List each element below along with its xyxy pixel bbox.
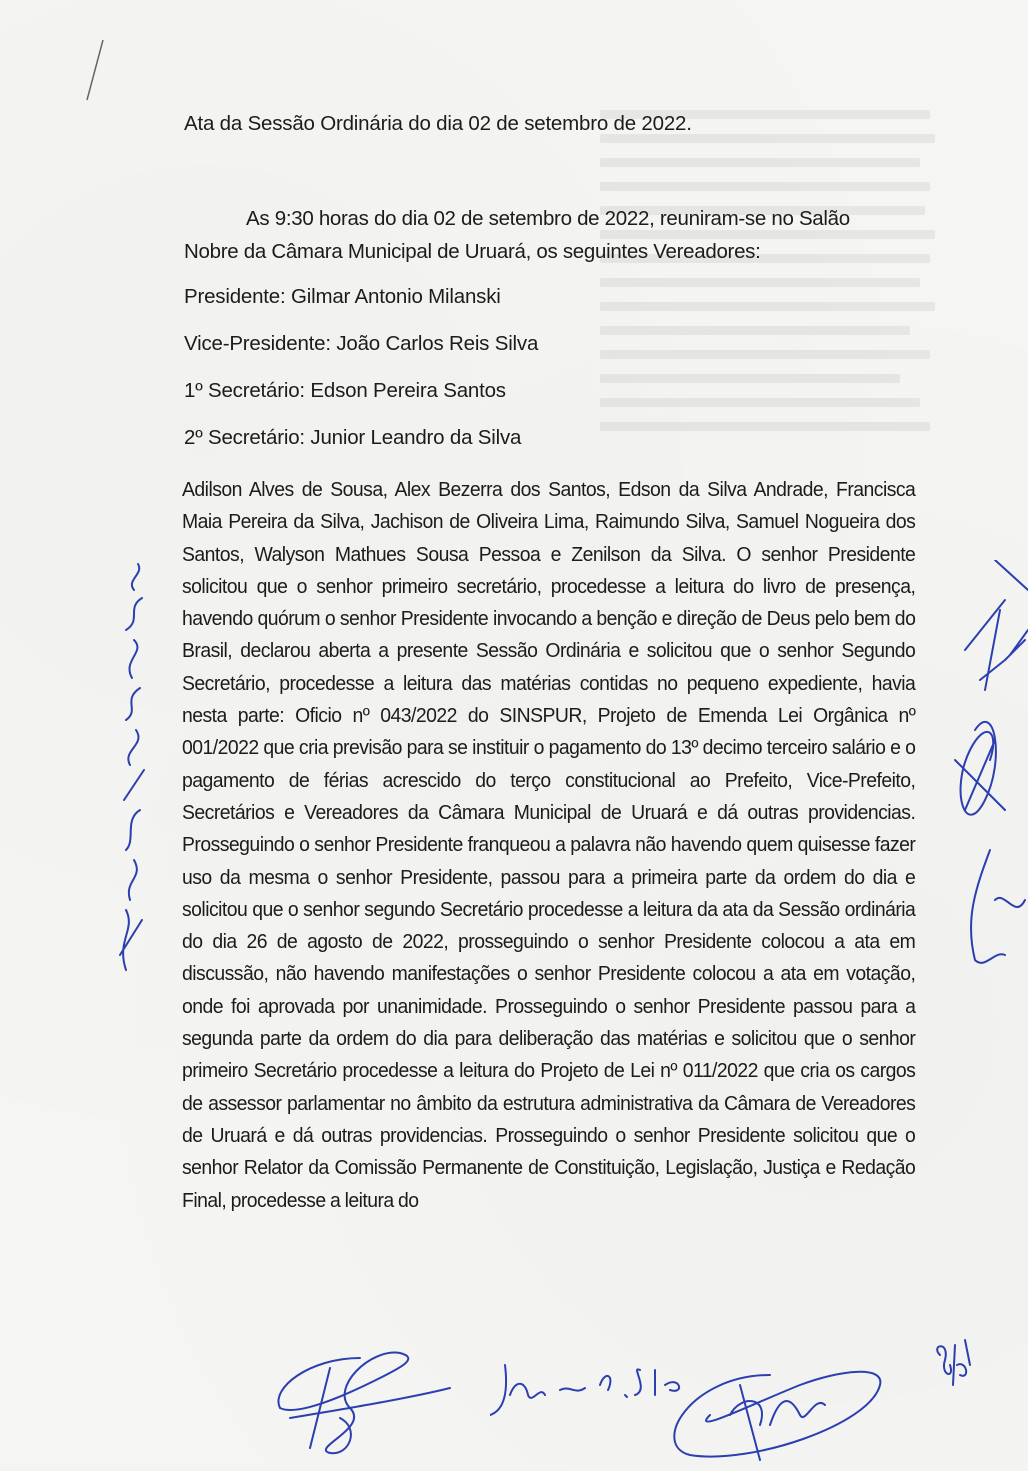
bottom-signature-1: [270, 1348, 470, 1458]
council-roster: [184, 282, 538, 470]
roster-first-secretary: [184, 376, 538, 423]
bleed-through-text: [600, 110, 940, 470]
roster-second-secretary: [184, 423, 538, 470]
roster-vice-president: [184, 329, 538, 376]
bottom-signature-4: [925, 1335, 975, 1395]
intro-paragraph: [184, 202, 944, 268]
left-margin-signature: [96, 560, 166, 980]
role-label: 1º Secretário:: [184, 379, 305, 402]
intro-line-2: Nobre da Câmara Municipal de Uruará, os seguintes Vereadores:: [184, 240, 761, 263]
role-label: 2º Secretário:: [184, 426, 305, 449]
roster-president: [184, 282, 538, 329]
right-margin-signature: [945, 560, 1028, 980]
pen-stroke-mark: [84, 38, 106, 102]
bottom-signature-3: [650, 1355, 890, 1466]
member-name: Gilmar Antonio Milanski: [291, 285, 501, 308]
member-name: Junior Leandro da Silva: [310, 426, 522, 449]
intro-line-1: As 9:30 horas do dia 02 de setembro de 2022, reuniram-se no Salão: [246, 207, 850, 230]
document-title: Ata da Sessão Ordinária do dia 02 de setembro de 2022.: [184, 112, 692, 135]
minutes-body-paragraph: Adilson Alves de Sousa, Alex Bezerra dos Santos, Edson da Silva Andrade, Francisca Maia Pereira da Silva, Jachison de Oliveira Lima, Raimundo Silva, Samuel Nogueira dos Santos, Walyson Mathues Sousa Pessoa e Zenilson da Silva. O senhor Presidente solicitou que o senhor primeiro secretário, procedesse a leitura do livro de presença, havendo quórum o senhor Presidente invocando a benção e direção de Deus pelo bem do Brasil, declarou aberta a presente Sessão Ordinária e solicitou que o senhor Segundo Secretário, procedesse a leitura das matérias contidas no pequeno expediente, havia nesta parte: Oficio nº 043/2022 do SINSPUR, Projeto de Emenda Lei Orgânica nº 001/2022 que cria previsão para se instituir o pagamento do 13º decimo terceiro salário e o pagamento de férias acrescido do terço constitucional ao Prefeito, Vice-Prefeito, Secretários e Vereadores da Câmara Municipal de Uruará e dá outras providencias. Prosseguindo o senhor Presidente franqueou a palavra não havendo quem quisesse fazer uso da mesma o senhor Presidente, passou para a primeira parte da ordem do dia e solicitou que o senhor segundo Secretário procedesse a leitura da ata da Sessão ordinária do dia 26 de agosto de 2022, prosseguindo o senhor Presidente colocou a ata em discussão, não havendo manifestações o senhor Presidente colocou a ata em votação, onde foi aprovada por unanimidade. Prosseguindo o senhor Presidente passou para a segunda parte da ordem do dia para deliberação das matérias e solicitou que o senhor primeiro Secretário procedesse a leitura do Projeto de Lei nº 011/2022 que cria os cargos de assessor parlamentar no âmbito da estrutura administrativa da Câmara de Vereadores de Uruará e dá outras providencias. Prosseguindo o senhor Presidente solicitou que o senhor Relator da Comissão Permanente de Constituição, Legislação, Justiça e Redação Final, procedesse a leitura do: [182, 479, 916, 1212]
member-name: João Carlos Reis Silva: [336, 332, 539, 355]
role-label: Presidente:: [184, 285, 286, 308]
member-name: Edson Pereira Santos: [310, 379, 506, 402]
role-label: Vice-Presidente:: [184, 332, 331, 355]
